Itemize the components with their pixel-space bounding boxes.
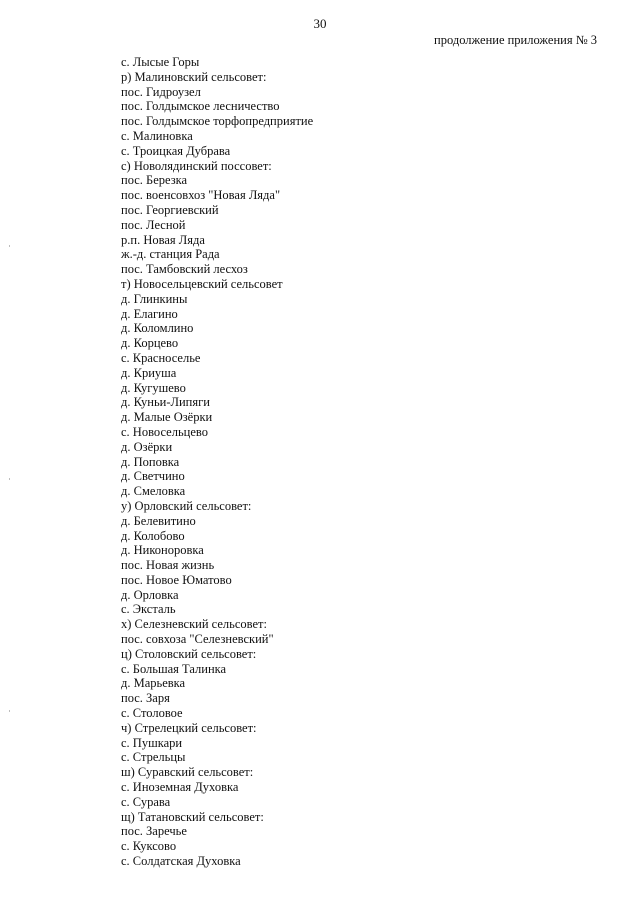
settlement-entry: д. Криуша — [121, 365, 177, 380]
settlement-entry: д. Озёрки — [121, 439, 173, 454]
settlement-entry: с. Пушкари — [121, 735, 183, 750]
settlement-entry: пос. Заречье — [121, 824, 187, 839]
settlement-entry: пос. Гидроузел — [121, 84, 201, 99]
settlement-entry: пос. Лесной — [121, 217, 186, 232]
margin-mark — [9, 245, 10, 247]
settlement-entry: х) Селезневский сельсовет: — [121, 617, 267, 632]
settlement-entry: пос. Тамбовский лесхоз — [121, 262, 248, 277]
settlement-list — [121, 55, 313, 869]
settlement-entry: с. Большая Талинка — [121, 661, 227, 676]
settlement-entry: с) Новолядинский поссовет: — [121, 158, 272, 173]
settlement-entry: д. Малые Озёрки — [121, 410, 213, 425]
settlement-entry: ш) Суравский сельсовет: — [121, 765, 254, 780]
settlement-entry: с. Сурава — [121, 794, 171, 809]
margin-mark — [9, 478, 10, 480]
settlement-entry: ч) Стрелецкий сельсовет: — [121, 720, 257, 735]
settlement-entry: ж.-д. станция Рада — [121, 247, 220, 262]
settlement-entry: ц) Столовский сельсовет: — [121, 646, 257, 661]
settlement-entry: д. Светчино — [121, 469, 185, 484]
settlement-entry: р.п. Новая Ляда — [121, 232, 205, 247]
settlement-entry: т) Новосельцевский сельсовет — [121, 276, 283, 291]
settlement-entry: д. Елагино — [121, 306, 178, 321]
settlement-entry: с. Куксово — [121, 839, 177, 854]
settlement-entry: с. Красноселье — [121, 350, 201, 365]
settlement-entry: с. Троицкая Дубрава — [121, 143, 231, 158]
settlement-entry: д. Никоноровка — [121, 543, 204, 558]
settlement-entry: р) Малиновский сельсовет: — [121, 69, 267, 84]
settlement-entry: д. Колобово — [121, 528, 185, 543]
settlement-entry: с. Иноземная Духовка — [121, 780, 239, 795]
settlement-entry: пос. совхоза "Селезневский" — [121, 632, 274, 647]
settlement-entry: пос. Новое Юматово — [121, 572, 232, 587]
settlement-entry: д. Кугушево — [121, 380, 186, 395]
settlement-entry: д. Белевитино — [121, 513, 196, 528]
settlement-entry: с. Эксталь — [121, 602, 176, 617]
settlement-entry: пос. Заря — [121, 691, 170, 706]
settlement-entry: д. Коломлино — [121, 321, 194, 336]
settlement-entry: пос. Георгиевский — [121, 202, 219, 217]
settlement-entry: с. Стрельцы — [121, 750, 186, 765]
settlement-entry: с. Столовое — [121, 706, 183, 721]
settlement-entry: д. Смеловка — [121, 484, 186, 499]
settlement-entry: с. Новосельцево — [121, 424, 208, 439]
settlement-entry: щ) Татановский сельсовет: — [121, 809, 264, 824]
settlement-entry: пос. Новая жизнь — [121, 558, 215, 573]
settlement-entry: д. Корцево — [121, 336, 179, 351]
settlement-entry: пос. Голдымское лесничество — [121, 99, 280, 114]
settlement-entry: д. Марьевка — [121, 676, 186, 691]
settlement-entry: д. Куньи-Липяги — [121, 395, 210, 410]
settlement-entry: с. Малиновка — [121, 128, 193, 143]
settlement-entry: пос. Березка — [121, 173, 188, 188]
settlement-entry: д. Глинкины — [121, 291, 188, 306]
margin-mark — [9, 710, 10, 712]
settlement-entry: у) Орловский сельсовет: — [121, 498, 252, 513]
appendix-continuation-note: продолжение приложения № 3 — [434, 33, 597, 47]
settlement-entry: с. Лысые Горы — [121, 55, 200, 69]
page-number: 30 — [313, 16, 327, 31]
settlement-entry: д. Поповка — [121, 454, 180, 469]
settlement-entry: д. Орловка — [121, 587, 179, 602]
settlement-entry: пос. военсовхоз "Новая Ляда" — [121, 188, 281, 203]
settlement-entry: с. Солдатская Духовка — [121, 854, 241, 869]
settlement-entry: пос. Голдымское торфопредприятие — [121, 114, 314, 129]
